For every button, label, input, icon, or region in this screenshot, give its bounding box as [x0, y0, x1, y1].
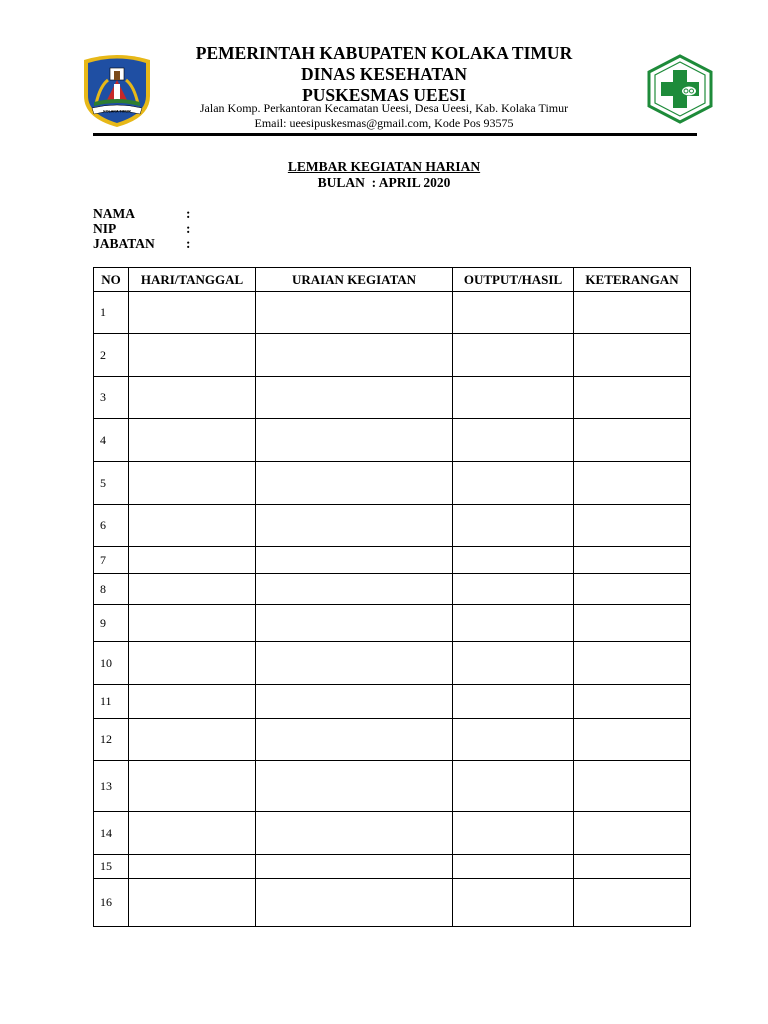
row-number: 2 — [94, 334, 129, 377]
notes-cell — [574, 685, 691, 719]
column-header-date: HARI/TANGGAL — [129, 268, 256, 292]
date-cell — [129, 761, 256, 812]
notes-cell — [574, 462, 691, 505]
column-header-output: OUTPUT/HASIL — [453, 268, 574, 292]
output-cell — [453, 574, 574, 605]
activity-cell — [256, 685, 453, 719]
activity-cell — [256, 505, 453, 547]
table-row — [94, 642, 691, 685]
table-row — [94, 812, 691, 855]
notes-cell — [574, 547, 691, 574]
date-cell — [129, 292, 256, 334]
notes-cell — [574, 377, 691, 419]
table-row — [94, 462, 691, 505]
row-number: 4 — [94, 419, 129, 462]
header-address: Jalan Komp. Perkantoran Kecamatan Ueesi, Desa Ueesi, Kab. Kolaka Timur — [199, 101, 569, 115]
column-header-notes: KETERANGAN — [574, 268, 691, 292]
date-cell — [129, 719, 256, 761]
row-number: 3 — [94, 377, 129, 419]
table-row — [94, 505, 691, 547]
table-row — [94, 761, 691, 812]
notes-cell — [574, 812, 691, 855]
activity-cell — [256, 605, 453, 642]
activity-cell — [256, 761, 453, 812]
output-cell — [453, 334, 574, 377]
month-value: : APRIL 2020 — [371, 175, 451, 190]
date-cell — [129, 685, 256, 719]
table-row — [94, 719, 691, 761]
row-number: 12 — [94, 719, 129, 761]
output-cell — [453, 547, 574, 574]
row-number: 15 — [94, 855, 129, 879]
column-header-activity: URAIAN KEGIATAN — [256, 268, 453, 292]
field-nip — [93, 221, 191, 236]
date-cell — [129, 574, 256, 605]
header-email: Email: ueesipuskesmas@gmail.com, Kode Pos 93575 — [254, 116, 514, 130]
notes-cell — [574, 719, 691, 761]
table-row — [94, 547, 691, 574]
output-cell — [453, 761, 574, 812]
header-government: PEMERINTAH KABUPATEN KOLAKA TIMUR — [195, 43, 573, 63]
activity-cell — [256, 419, 453, 462]
date-cell — [129, 812, 256, 855]
date-cell — [129, 505, 256, 547]
field-value: : — [186, 206, 191, 221]
field-jabatan — [93, 236, 191, 251]
output-cell — [453, 855, 574, 879]
table-row — [94, 419, 691, 462]
row-number: 11 — [94, 685, 129, 719]
date-cell — [129, 879, 256, 927]
output-cell — [453, 292, 574, 334]
activity-cell — [256, 462, 453, 505]
output-cell — [453, 462, 574, 505]
row-number: 14 — [94, 812, 129, 855]
kolaka-timur-emblem — [80, 52, 154, 128]
row-number: 10 — [94, 642, 129, 685]
field-label: JABATAN — [93, 236, 155, 251]
row-number: 1 — [94, 292, 129, 334]
row-number: 13 — [94, 761, 129, 812]
notes-cell — [574, 292, 691, 334]
table-row — [94, 377, 691, 419]
date-cell — [129, 855, 256, 879]
document-month — [200, 175, 568, 191]
output-cell — [453, 879, 574, 927]
document-title: LEMBAR KEGIATAN HARIAN — [287, 159, 481, 174]
output-cell — [453, 419, 574, 462]
activity-cell — [256, 292, 453, 334]
notes-cell — [574, 642, 691, 685]
activity-cell — [256, 334, 453, 377]
output-cell — [453, 719, 574, 761]
table-row — [94, 574, 691, 605]
table-row — [94, 855, 691, 879]
notes-cell — [574, 855, 691, 879]
month-label: BULAN — [317, 175, 365, 190]
date-cell — [129, 377, 256, 419]
header-department: DINAS KESEHATAN — [300, 64, 468, 84]
date-cell — [129, 605, 256, 642]
row-number: 5 — [94, 462, 129, 505]
field-label: NAMA — [93, 206, 135, 221]
table-header-row — [94, 268, 691, 292]
emblem-banner-text: KOLAKA TIMUR — [103, 109, 131, 114]
notes-cell — [574, 879, 691, 927]
notes-cell — [574, 761, 691, 812]
row-number: 16 — [94, 879, 129, 927]
date-cell — [129, 419, 256, 462]
output-cell — [453, 642, 574, 685]
output-cell — [453, 605, 574, 642]
activity-cell — [256, 642, 453, 685]
activity-cell — [256, 812, 453, 855]
field-nama — [93, 206, 191, 221]
date-cell — [129, 642, 256, 685]
date-cell — [129, 334, 256, 377]
output-cell — [453, 812, 574, 855]
date-cell — [129, 462, 256, 505]
notes-cell — [574, 334, 691, 377]
output-cell — [453, 377, 574, 419]
row-number: 9 — [94, 605, 129, 642]
field-value: : — [186, 236, 191, 251]
output-cell — [453, 505, 574, 547]
row-number: 7 — [94, 547, 129, 574]
activity-cell — [256, 547, 453, 574]
activity-cell — [256, 574, 453, 605]
table-row — [94, 685, 691, 719]
activity-cell — [256, 377, 453, 419]
activity-cell — [256, 719, 453, 761]
activity-cell — [256, 855, 453, 879]
header-puskesmas: PUSKESMAS UEESI — [302, 85, 466, 105]
row-number: 8 — [94, 574, 129, 605]
column-header-no: NO — [94, 268, 129, 292]
field-label: NIP — [93, 221, 117, 236]
table-row — [94, 334, 691, 377]
notes-cell — [574, 419, 691, 462]
field-value: : — [186, 221, 191, 236]
table-row — [94, 292, 691, 334]
row-number: 6 — [94, 505, 129, 547]
notes-cell — [574, 505, 691, 547]
date-cell — [129, 547, 256, 574]
notes-cell — [574, 605, 691, 642]
table-row — [94, 605, 691, 642]
activity-table — [93, 267, 691, 927]
output-cell — [453, 685, 574, 719]
table-row — [94, 879, 691, 927]
header-divider — [93, 133, 697, 136]
notes-cell — [574, 574, 691, 605]
puskesmas-emblem — [645, 54, 715, 124]
activity-cell — [256, 879, 453, 927]
